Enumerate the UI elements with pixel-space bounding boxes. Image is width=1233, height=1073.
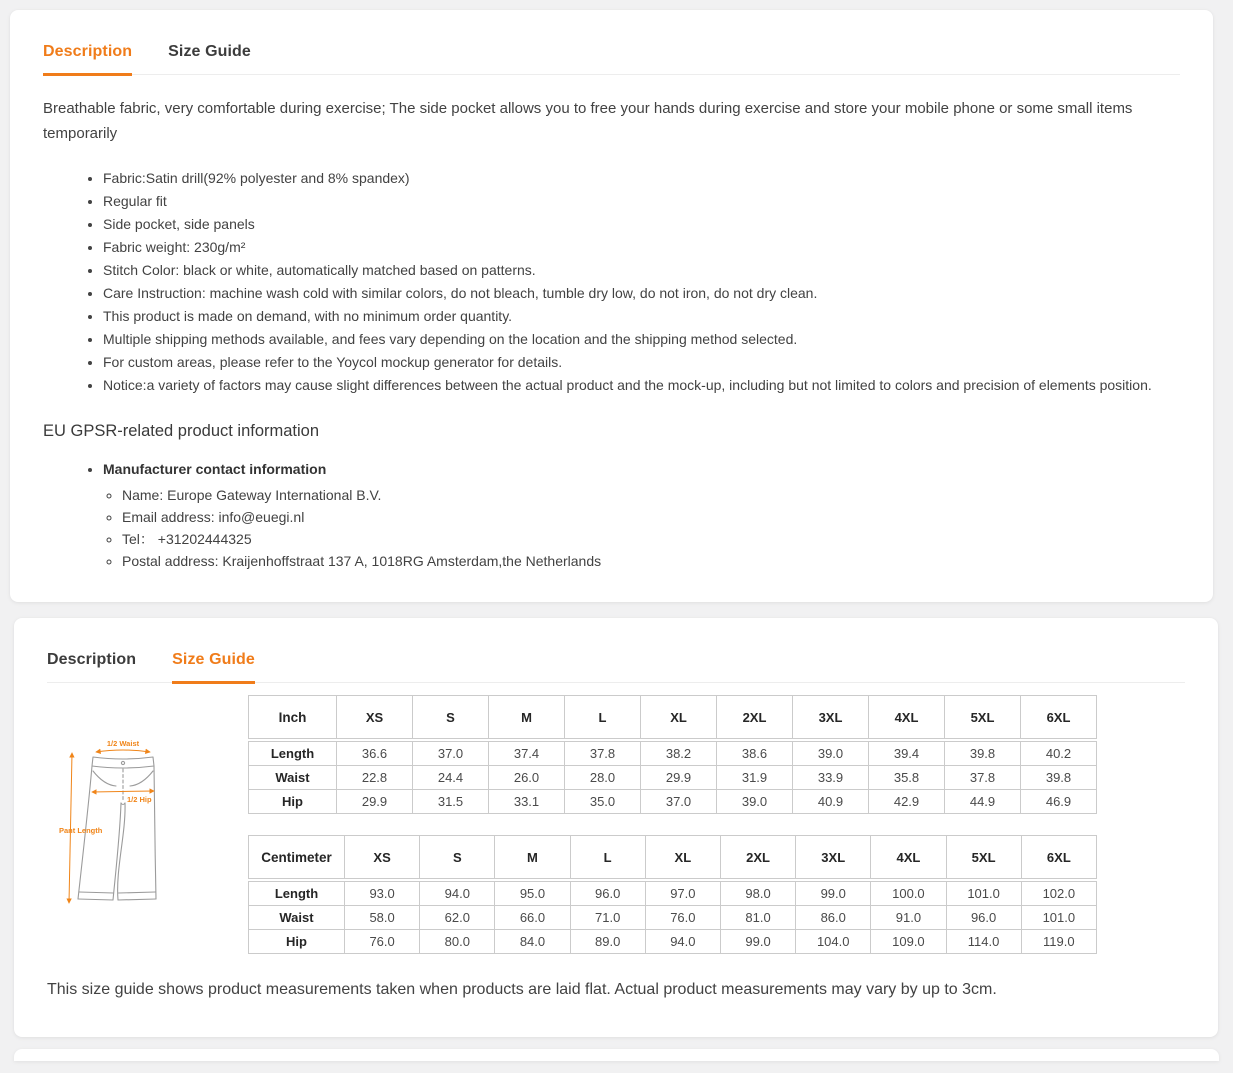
measure-value-cell: 58.0: [345, 906, 420, 930]
size-column-header: XS: [345, 836, 420, 879]
measure-value-cell: 94.0: [645, 930, 720, 954]
manufacturer-detail-item: ◦ Email address: info@euegi.nl: [122, 506, 1180, 528]
tab-size-guide[interactable]: Size Guide: [172, 651, 255, 684]
feature-item: • Multiple shipping methods available, and fees vary depending on the location and the shipping method selected.: [103, 328, 1180, 351]
measure-value-cell: 84.0: [495, 930, 570, 954]
measure-value-cell: 40.9: [793, 790, 869, 814]
size-guide-card-tabbar: [47, 651, 1185, 683]
size-column-header: S: [420, 836, 495, 879]
next-card-peek: [14, 1049, 1219, 1061]
measure-value-cell: 39.8: [1021, 766, 1097, 790]
measure-value-cell: 99.0: [796, 882, 871, 906]
measure-value-cell: 101.0: [1021, 906, 1096, 930]
manufacturer-detail-item: ◦ Postal address: Kraijenhoffstraat 137 A, 1018RG Amsterdam,the Netherlands: [122, 550, 1180, 572]
measure-value-cell: 96.0: [946, 906, 1021, 930]
measure-row-label: Waist: [249, 906, 345, 930]
waist-measure-arrow: [96, 750, 150, 752]
measure-value-cell: 100.0: [871, 882, 946, 906]
size-column-header: XS: [337, 696, 413, 739]
tab-description[interactable]: Description: [47, 651, 137, 668]
measure-value-cell: 102.0: [1021, 882, 1096, 906]
manufacturer-detail-item: ◦ Tel： +31202444325: [122, 528, 1180, 550]
size-table-row: [249, 766, 1097, 790]
size-guide-note: This size guide shows product measurements taken when products are laid flat. Actual product measurements may vary by up to 3cm.: [47, 981, 997, 998]
size-guide-card: [14, 618, 1218, 1037]
size-tables: [248, 695, 1097, 954]
measure-value-cell: 101.0: [946, 882, 1021, 906]
measure-value-cell: 76.0: [345, 930, 420, 954]
size-table-row: [249, 790, 1097, 814]
size-column-header: 6XL: [1021, 836, 1096, 879]
measure-value-cell: 39.0: [717, 790, 793, 814]
measure-value-cell: 35.8: [869, 766, 945, 790]
feature-item: • Stitch Color: black or white, automatically matched based on patterns.: [103, 259, 1180, 282]
size-column-header: M: [495, 836, 570, 879]
measure-row-label: Hip: [249, 930, 345, 954]
unit-header: Inch: [249, 696, 337, 739]
size-table-row: [249, 930, 1097, 954]
measure-value-cell: 98.0: [720, 882, 795, 906]
feature-item: • For custom areas, please refer to the Yoycol mockup generator for details.: [103, 351, 1180, 374]
size-table-row: [249, 882, 1097, 906]
manufacturer-heading: Manufacturer contact information: [103, 461, 327, 477]
measure-value-cell: 89.0: [570, 930, 645, 954]
feature-item: • Regular fit: [103, 190, 1180, 213]
manufacturer-section: [43, 458, 1180, 572]
size-column-header: 3XL: [793, 696, 869, 739]
size-column-header: 5XL: [946, 836, 1021, 879]
manufacturer-detail-item: ◦ Name: Europe Gateway International B.V.: [122, 484, 1180, 506]
measure-value-cell: 76.0: [645, 906, 720, 930]
measure-value-cell: 38.2: [641, 742, 717, 766]
product-intro-text: Breathable fabric, very comfortable during exercise; The side pocket allows you to free your hands during exercise and store your mobile phone or some small items temporarily: [43, 100, 1133, 142]
pants-measurement-diagram: [47, 695, 248, 954]
hip-measure-arrow: [92, 791, 154, 792]
feature-list: [43, 167, 1180, 397]
size-column-header: 6XL: [1021, 696, 1097, 739]
measure-value-cell: 46.9: [1021, 790, 1097, 814]
size-table-row: [249, 742, 1097, 766]
measure-row-label: Hip: [249, 790, 337, 814]
feature-item: • Fabric weight: 230g/m²: [103, 236, 1180, 259]
measure-value-cell: 24.4: [413, 766, 489, 790]
manufacturer-details-list: [103, 484, 1180, 572]
page: [0, 10, 1233, 1073]
measure-value-cell: 37.0: [641, 790, 717, 814]
size-table-row: [249, 906, 1097, 930]
measure-value-cell: 71.0: [570, 906, 645, 930]
size-column-header: S: [413, 696, 489, 739]
measure-value-cell: 37.8: [945, 766, 1021, 790]
feature-item: • Care Instruction: machine wash cold with similar colors, do not bleach, tumble dry low, do not iron, do not dry clean.: [103, 282, 1180, 305]
measure-value-cell: 119.0: [1021, 930, 1096, 954]
manufacturer-heading-item: [103, 458, 1180, 572]
measure-value-cell: 91.0: [871, 906, 946, 930]
hip-label: 1/2 Hip: [127, 795, 152, 804]
measure-value-cell: 86.0: [796, 906, 871, 930]
measure-value-cell: 80.0: [420, 930, 495, 954]
size-table-header-row: [249, 836, 1097, 879]
measure-value-cell: 28.0: [565, 766, 641, 790]
measure-value-cell: 44.9: [945, 790, 1021, 814]
measure-value-cell: 29.9: [337, 790, 413, 814]
size-table-header-row: [249, 696, 1097, 739]
size-column-header: L: [565, 696, 641, 739]
measure-value-cell: 31.9: [717, 766, 793, 790]
measure-value-cell: 29.9: [641, 766, 717, 790]
measure-value-cell: 114.0: [946, 930, 1021, 954]
measure-value-cell: 38.6: [717, 742, 793, 766]
feature-item: • Side pocket, side panels: [103, 213, 1180, 236]
measure-value-cell: 37.0: [413, 742, 489, 766]
measure-value-cell: 31.5: [413, 790, 489, 814]
size-guide-body: [47, 695, 1185, 954]
feature-item: • This product is made on demand, with no minimum order quantity.: [103, 305, 1180, 328]
measure-value-cell: 33.9: [793, 766, 869, 790]
measure-value-cell: 109.0: [871, 930, 946, 954]
feature-item: • Notice:a variety of factors may cause slight differences between the actual product and the mock-up, including but not limited to colors and precision of elements position.: [103, 374, 1180, 397]
length-label: Pant Length: [59, 826, 103, 835]
tab-size-guide[interactable]: Size Guide: [168, 43, 251, 60]
measure-value-cell: 94.0: [420, 882, 495, 906]
size-table-centimeter: [248, 835, 1097, 954]
size-column-header: L: [570, 836, 645, 879]
size-column-header: M: [489, 696, 565, 739]
measure-value-cell: 33.1: [489, 790, 565, 814]
measure-value-cell: 37.8: [565, 742, 641, 766]
measure-value-cell: 26.0: [489, 766, 565, 790]
gpsr-heading: EU GPSR-related product information: [43, 422, 320, 440]
measure-value-cell: 104.0: [796, 930, 871, 954]
measure-value-cell: 39.0: [793, 742, 869, 766]
measure-value-cell: 99.0: [720, 930, 795, 954]
measure-value-cell: 95.0: [495, 882, 570, 906]
measure-row-label: Waist: [249, 766, 337, 790]
size-column-header: XL: [641, 696, 717, 739]
size-table-inch: [248, 695, 1097, 814]
feature-item: • Fabric:Satin drill(92% polyester and 8% spandex): [103, 167, 1180, 190]
size-column-header: XL: [645, 836, 720, 879]
description-card: [10, 10, 1213, 602]
measure-value-cell: 66.0: [495, 906, 570, 930]
size-column-header: 3XL: [796, 836, 871, 879]
measure-value-cell: 36.6: [337, 742, 413, 766]
measure-value-cell: 40.2: [1021, 742, 1097, 766]
measure-value-cell: 96.0: [570, 882, 645, 906]
measure-row-label: Length: [249, 882, 345, 906]
size-column-header: 2XL: [720, 836, 795, 879]
measure-value-cell: 93.0: [345, 882, 420, 906]
pants-diagram-svg: [59, 739, 171, 911]
measure-value-cell: 97.0: [645, 882, 720, 906]
measure-value-cell: 81.0: [720, 906, 795, 930]
size-column-header: 2XL: [717, 696, 793, 739]
tab-description[interactable]: Description: [43, 43, 132, 76]
measure-row-label: Length: [249, 742, 337, 766]
size-column-header: 5XL: [945, 696, 1021, 739]
measure-value-cell: 22.8: [337, 766, 413, 790]
size-column-header: 4XL: [869, 696, 945, 739]
measure-value-cell: 39.4: [869, 742, 945, 766]
measure-value-cell: 62.0: [420, 906, 495, 930]
measure-value-cell: 35.0: [565, 790, 641, 814]
description-card-tabbar: [43, 43, 1180, 75]
unit-header: Centimeter: [249, 836, 345, 879]
waist-label: 1/2 Waist: [106, 739, 140, 748]
measure-value-cell: 42.9: [869, 790, 945, 814]
measure-value-cell: 39.8: [945, 742, 1021, 766]
size-column-header: 4XL: [871, 836, 946, 879]
measure-value-cell: 37.4: [489, 742, 565, 766]
